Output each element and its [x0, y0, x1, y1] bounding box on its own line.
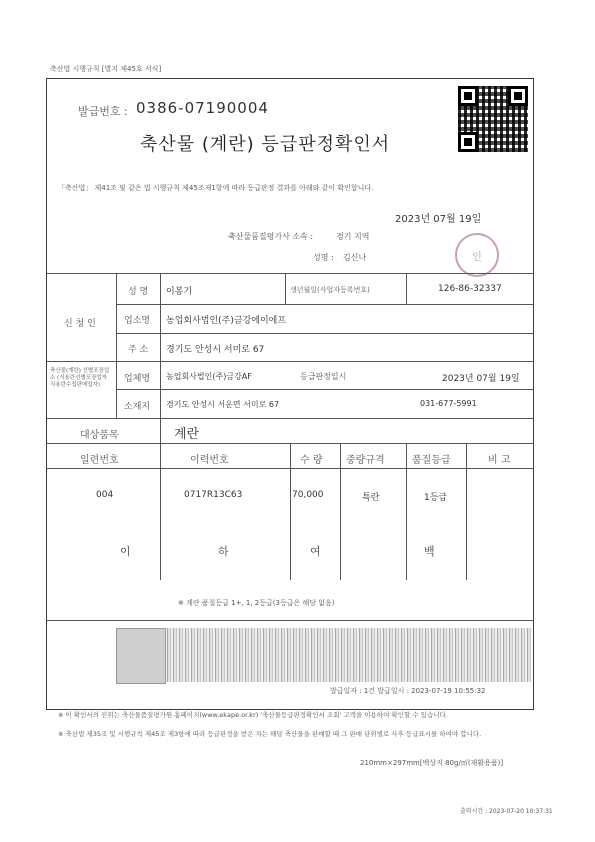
print-time: 출력시간 : 2023-07-20 10:37:31 [460, 808, 553, 815]
facility-name-label: 업체명 [124, 374, 151, 384]
applicant-name-label: 성 명 [128, 287, 149, 297]
divider [116, 389, 534, 390]
divider [116, 273, 117, 418]
paper-spec: 210mm×297mm[백상지 80g/㎡(재활용품)] [360, 759, 504, 767]
issue-number-label: 발급번호 : [78, 105, 128, 118]
document-title: 축산물 (계란) 등급판정확인서 [140, 134, 391, 155]
note-labeling: ※ 축산법 제35조 및 시행규칙 제45조 제3항에 따라 등급판정을 받은 자는 해당 축산물을 판매할 때 그 판매 단위별로 사후 등급표시를 하여야 합니다. [58, 730, 482, 738]
divider [116, 304, 534, 305]
blank-marker-3: 여 [310, 545, 321, 558]
issue-number: 0386-07190004 [136, 99, 269, 117]
biz-no-label: 생년월일(사업자등록번호) [290, 286, 370, 294]
divider [290, 443, 291, 580]
divider [285, 273, 286, 304]
col-header-trace-no: 이력번호 [190, 455, 229, 466]
qr-code-icon [458, 86, 528, 152]
inspector-org-label: 축산물품질평가사 소속 : [228, 232, 314, 241]
cell-grade: 1등급 [424, 493, 448, 503]
biz-no-value: 126-86-32337 [438, 284, 502, 294]
product-label: 대상품목 [80, 430, 119, 441]
divider [160, 418, 161, 443]
facility-group-label: 축산물(계란) 선별포장업소 (식용란선별포장업자 식용란수집판매업자) [50, 368, 110, 388]
col-header-grade: 품질등급 [412, 455, 451, 466]
address-value: 경기도 안성시 서미로 67 [166, 345, 265, 355]
facility-phone: 031-677-5991 [420, 399, 477, 408]
official-seal-stamp: 인 [455, 233, 499, 277]
blank-marker-1: 이 [120, 545, 131, 558]
note-verification: ※ 이 확인서의 진위는 축산물품질평가원 홈페이지(www.ekape.or.kr) '축산물등급판정확인서 조회' 고객을 이용하여 확인할 수 있습니다. [58, 711, 448, 719]
blank-marker-4: 백 [424, 545, 435, 558]
col-header-quantity: 수 량 [300, 455, 323, 466]
cell-weight-spec: 특란 [362, 493, 380, 503]
col-header-weight-spec: 중량규격 [346, 455, 385, 466]
issue-info: 발급일자 : 1건 발급일시 : 2023-07-19 10:55:32 [330, 687, 486, 695]
divider [160, 273, 161, 418]
form-reference: 축산법 시행규칙 [별지 제45호 서식] [50, 65, 162, 73]
certificate-form [46, 78, 534, 710]
facility-location-value: 경기도 안성시 서운면 서미로 67 [166, 400, 280, 409]
divider [340, 443, 341, 580]
verification-stamp-icon [116, 628, 166, 684]
company-label: 업소명 [124, 316, 151, 326]
inspector-org-value: 경기 지역 [336, 232, 370, 241]
facility-name-value: 농업회사법인(주)금강AF [166, 372, 252, 381]
applicant-name-value: 이봉기 [166, 287, 193, 297]
divider [116, 333, 534, 334]
divider [46, 620, 534, 621]
company-value: 농업회사법인(주)금강에이에프 [166, 316, 287, 326]
cell-trace-no: 0717R13C63 [184, 490, 243, 500]
verification-barcode [116, 628, 531, 682]
address-label: 주 소 [128, 345, 149, 355]
divider [466, 443, 467, 580]
divider [46, 361, 534, 362]
grading-date-value: 2023년 07월 19일 [442, 374, 520, 384]
cell-serial: 004 [96, 490, 114, 500]
inspector-name-value: 김신나 [343, 253, 367, 262]
divider [160, 443, 161, 580]
statement-text: 「축산법」 제41조 및 같은 법 시행규칙 제45조제1항에 따라 등급판정 결과를 아래와 같이 확인합니다. [58, 184, 374, 192]
divider [46, 418, 534, 419]
cell-quantity: 70,000 [292, 490, 324, 500]
applicant-group-label: 신 청 인 [64, 319, 96, 329]
grade-footnote: ※ 계란 품질등급 1+, 1, 2등급(3등급은 해당 없음) [178, 599, 335, 607]
grading-date-label: 등급판정일시 [300, 372, 347, 381]
divider [406, 443, 407, 580]
issue-date: 2023년 07월 19일 [395, 214, 482, 225]
blank-marker-2: 하 [218, 545, 229, 558]
divider [46, 273, 534, 274]
product-value: 계란 [174, 427, 200, 442]
divider [406, 273, 407, 304]
col-header-serial: 일련번호 [80, 455, 119, 466]
inspector-name-label: 성명 : [313, 253, 334, 262]
facility-location-label: 소재지 [124, 402, 151, 412]
col-header-remarks: 비 고 [488, 455, 511, 466]
